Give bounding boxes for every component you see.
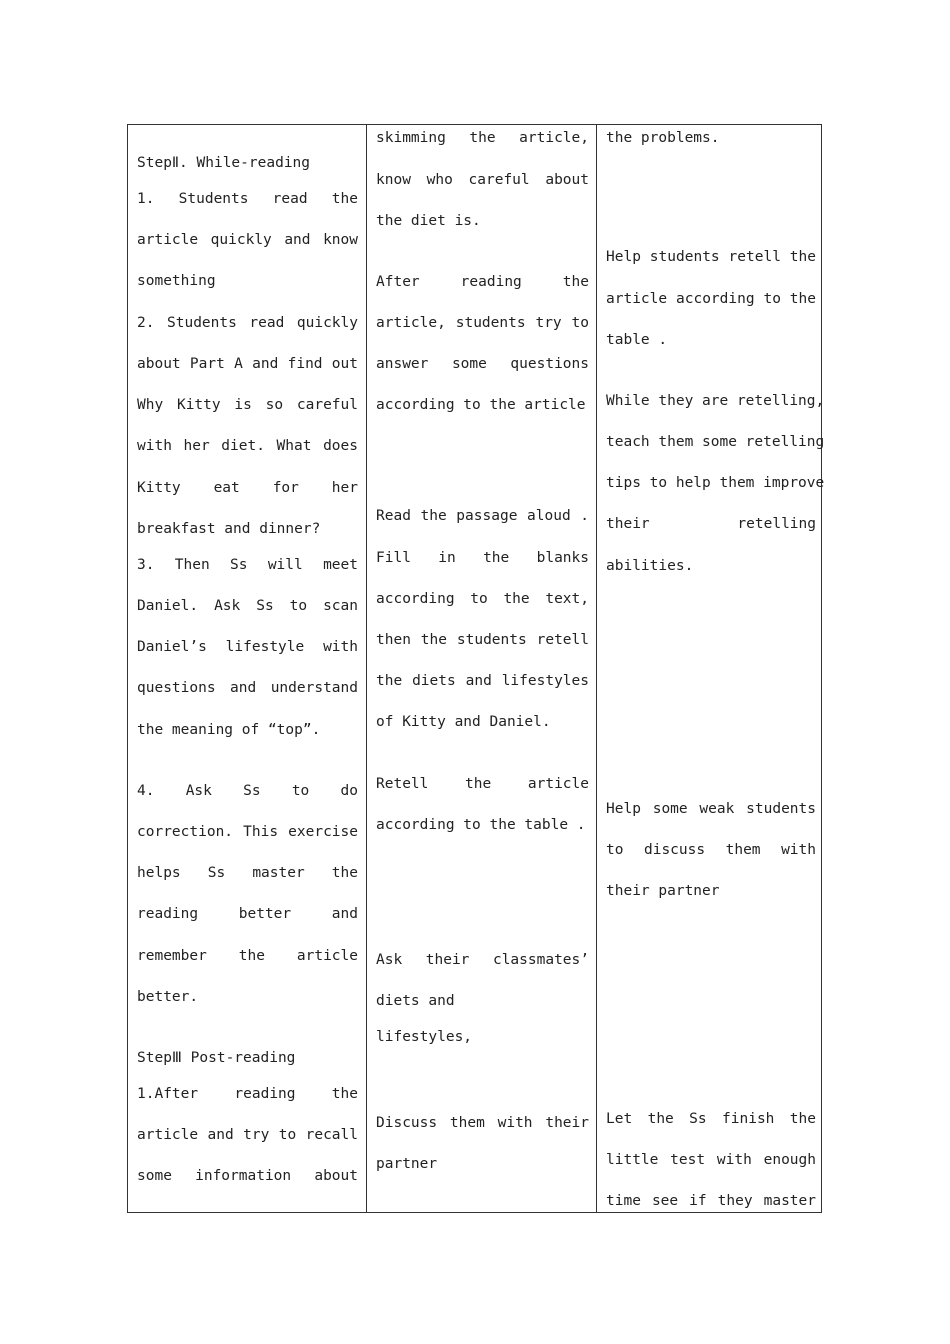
text-line: lifestyles, [376, 1029, 473, 1045]
text-line: some information about [137, 1168, 358, 1184]
text-line: the meaning of “top”. [137, 722, 321, 738]
text-line: their retelling [606, 516, 816, 532]
text-line: Discuss them with their [376, 1115, 589, 1131]
text-line: Help some weak students [606, 801, 816, 817]
text-line: Daniel’s lifestyle with [137, 639, 358, 655]
text-line: Help students retell the [606, 249, 816, 265]
text-line: little test with enough [606, 1152, 816, 1168]
text-line: the problems. [606, 130, 720, 146]
text-line: answer some questions [376, 356, 589, 372]
text-line: skimming the article, [376, 130, 589, 146]
text-line: according to the table . [376, 817, 586, 833]
text-line: helps Ss master the [137, 865, 358, 881]
text-line: Why Kitty is so careful [137, 397, 358, 413]
text-line: diets and [376, 993, 455, 1009]
text-line: Daniel. Ask Ss to scan [137, 598, 358, 614]
text-line: remember the article [137, 948, 358, 964]
text-line: reading better and [137, 906, 358, 922]
text-line: 2. Students read quickly [137, 315, 358, 331]
text-line: with her diet. What does [137, 438, 358, 454]
text-line: time see if they master [606, 1193, 816, 1209]
text-line: the diets and lifestyles [376, 673, 589, 689]
text-line: then the students retell [376, 632, 589, 648]
text-line: abilities. [606, 558, 694, 574]
text-line: their partner [606, 883, 720, 899]
text-line: know who careful about [376, 172, 589, 188]
column-student-activity [128, 125, 366, 1212]
text-line: to discuss them with [606, 842, 816, 858]
text-line: While they are retelling, [606, 393, 825, 409]
text-line: of Kitty and Daniel. [376, 714, 551, 730]
text-line: according to the article [376, 397, 586, 413]
text-line: something [137, 273, 216, 289]
text-line: breakfast and dinner? [137, 521, 321, 537]
text-line: StepⅡ. While-reading [137, 155, 311, 171]
lesson-plan-table [127, 124, 825, 1213]
text-line: article according to the [606, 291, 816, 307]
text-line: 3. Then Ss will meet [137, 557, 358, 573]
text-line: correction. This exercise [137, 824, 358, 840]
text-line: Retell the article [376, 776, 589, 792]
text-line: 4. Ask Ss to do [137, 783, 358, 799]
text-line: Fill in the blanks [376, 550, 589, 566]
text-line: tips to help them improve [606, 475, 825, 491]
text-line: teach them some retelling [606, 434, 825, 450]
text-line: 1.After reading the [137, 1086, 358, 1102]
text-line: the diet is. [376, 213, 481, 229]
text-line: partner [376, 1156, 438, 1172]
column-task [366, 125, 597, 1212]
text-line: questions and understand [137, 680, 358, 696]
text-line: Ask their classmates’ [376, 952, 589, 968]
text-line: about Part A and find out [137, 356, 358, 372]
text-line: according to the text, [376, 591, 589, 607]
text-line: Let the Ss finish the [606, 1111, 816, 1127]
text-line: article and try to recall [137, 1127, 358, 1143]
text-line: article, students try to [376, 315, 589, 331]
column-teacher-activity [596, 125, 824, 1212]
text-line: StepⅢ Post-reading [137, 1050, 296, 1066]
text-line: After reading the [376, 274, 589, 290]
text-line: Read the passage aloud . [376, 508, 589, 524]
text-line: article quickly and know [137, 232, 358, 248]
text-line: table . [606, 332, 668, 348]
text-line: 1. Students read the [137, 191, 358, 207]
text-line: better. [137, 989, 199, 1005]
text-line: Kitty eat for her [137, 480, 358, 496]
